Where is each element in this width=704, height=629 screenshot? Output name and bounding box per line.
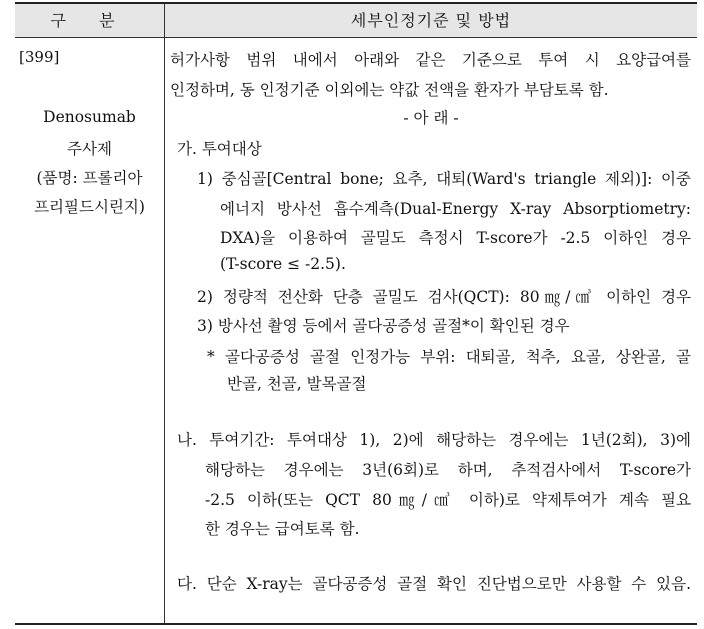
drug-type: 주사제 [67, 140, 112, 158]
section-da-line: 다. 단순 X-ray는 골다공증성 골절 확인 진단법으로만 사용할 수 있음. [177, 575, 691, 593]
intro-line-1: 허가사항 범위 내에서 아래와 같은 기준으로 투여 시 요양급여를 [170, 51, 691, 69]
item1-line-2: 에너지 방사선 흡수계측(Dual-Energy X-ray Absorptiometry: [220, 200, 691, 218]
item3-line: 3) 방사선 촬영 등에서 골다공증성 골절*이 확인된 경우 [197, 317, 570, 335]
header-criteria: 세부인정기준 및 방법 [350, 11, 512, 30]
item1-line-1: 1) 중심골[Central bone; 요추, 대퇴(Ward's triangle 제외)]: 이중 [197, 170, 691, 188]
section-na-line-2: 해당하는 경우에는 3년(6회)로 하며, 추적검사에서 T-score가 [205, 461, 691, 479]
intro-line-2: 인정하며, 동 인정기준 이외에는 약값 전액을 환자가 부담토록 함. [170, 81, 609, 99]
item-code: [399] [19, 48, 60, 66]
brand-line-1: (품명: 프롤리아 [36, 169, 143, 187]
item1-line-3: DXA)을 이용하여 골밀도 측정시 T-score가 -2.5 이하인 경우 [220, 229, 691, 247]
item1-line-4: (T-score ≤ -2.5). [220, 255, 346, 273]
section-na-line-4: 한 경우는 급여토록 함. [205, 520, 360, 538]
criteria-table [15, 2, 697, 625]
note-line-2: 반골, 천골, 발목골절 [227, 375, 367, 393]
brand-line-2: 프리필드시린지) [34, 198, 145, 216]
section-ga-title: 가. 투여대상 [177, 140, 262, 158]
header-category: 구 분 [50, 11, 129, 30]
item2-line: 2) 정량적 전산화 단층 골밀도 검사(QCT): 80㎎/㎤ 이하인 경우 [197, 288, 691, 306]
below-heading: - 아 래 - [403, 109, 459, 127]
note-line-1: * 골다공증성 골절 인정가능 부위: 대퇴골, 척추, 요골, 상완골, 골 [207, 348, 691, 366]
section-na-line-1: 나. 투여기간: 투여대상 1), 2)에 해당하는 경우에는 1년(2회), 3)에 [177, 431, 691, 449]
drug-name: Denosumab [43, 108, 136, 126]
section-na-line-3: -2.5 이하(또는 QCT 80㎎/㎤ 이하)로 약제투여가 계속 필요 [205, 491, 691, 509]
column-divider [164, 4, 165, 623]
table-header [15, 4, 697, 38]
